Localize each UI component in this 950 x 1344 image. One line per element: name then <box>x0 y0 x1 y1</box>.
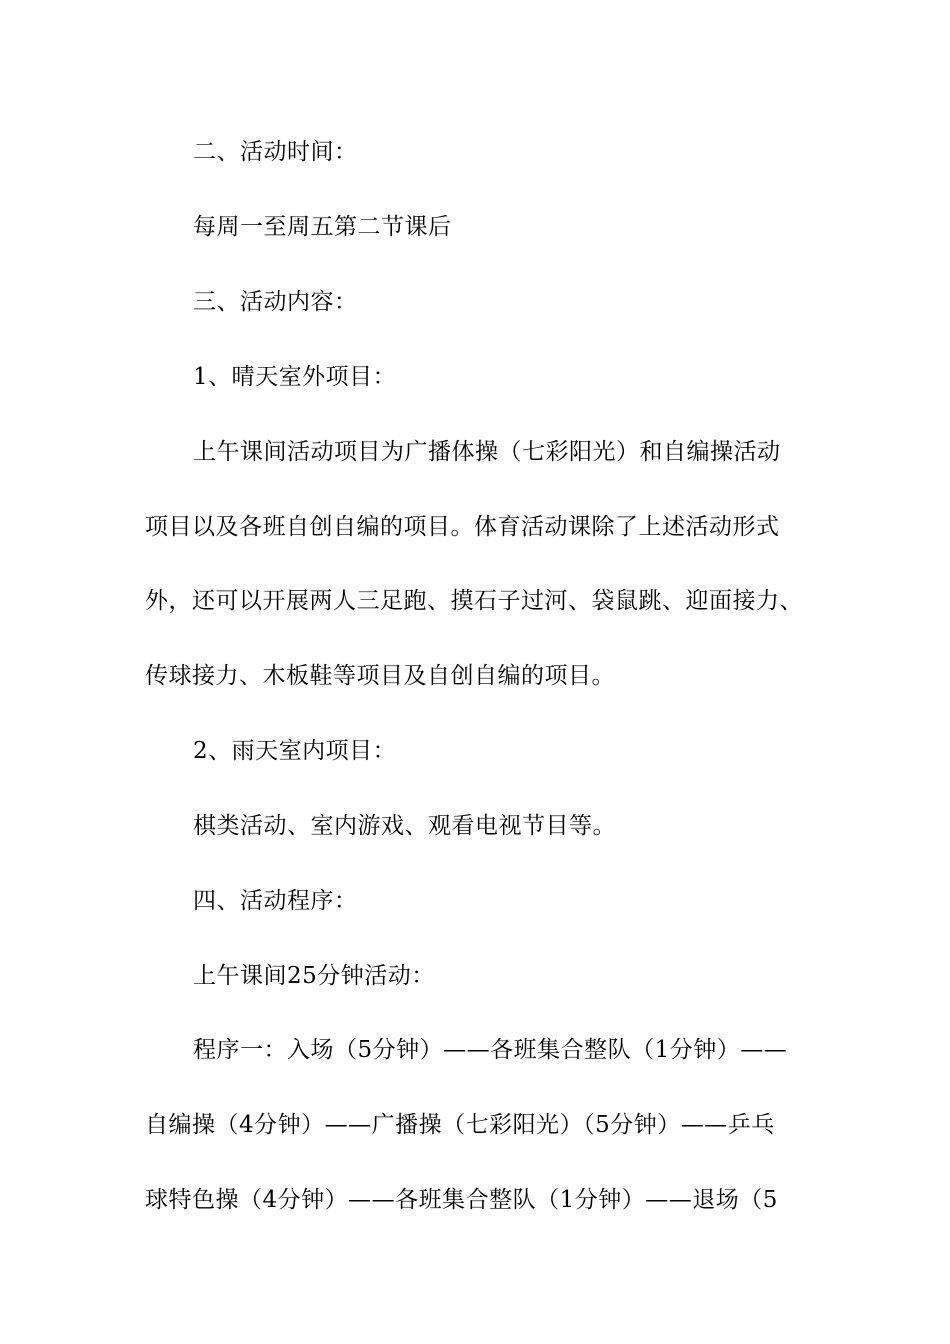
paragraph-activity-schedule: 每周一至周五第二节课后 <box>193 214 452 240</box>
paragraph-line: 上午课间活动项目为广播体操（七彩阳光）和自编操活动 <box>193 439 781 465</box>
paragraph-line: 程序一：入场（5分钟）——各班集合整队（1分钟）—— <box>193 1037 788 1063</box>
paragraph-line: 外，还可以开展两人三足跑、摸石子过河、袋鼠跳、迎面接力、 <box>145 588 803 614</box>
paragraph-line: 自编操（4分钟）——广播操（七彩阳光）（5分钟）——乒乓 <box>145 1112 775 1138</box>
paragraph-line: 项目以及各班自创自编的项目。体育活动课除了上述活动形式 <box>145 514 780 540</box>
paragraph-morning-break: 上午课间25分钟活动： <box>193 963 435 989</box>
paragraph-line: 传球接力、木板鞋等项目及自创自编的项目。 <box>145 663 615 689</box>
subheading-rainy-indoor: 2、雨天室内项目： <box>193 738 397 764</box>
heading-activity-time: 二、活动时间： <box>193 139 358 165</box>
paragraph-indoor-activities: 棋类活动、室内游戏、观看电视节目等。 <box>193 813 616 839</box>
paragraph-line: 球特色操（4分钟）——各班集合整队（1分钟）——退场（5 <box>145 1187 778 1213</box>
heading-activity-procedure: 四、活动程序： <box>193 888 358 914</box>
heading-activity-content: 三、活动内容： <box>193 289 358 315</box>
subheading-sunny-outdoor: 1、晴天室外项目： <box>193 364 397 390</box>
